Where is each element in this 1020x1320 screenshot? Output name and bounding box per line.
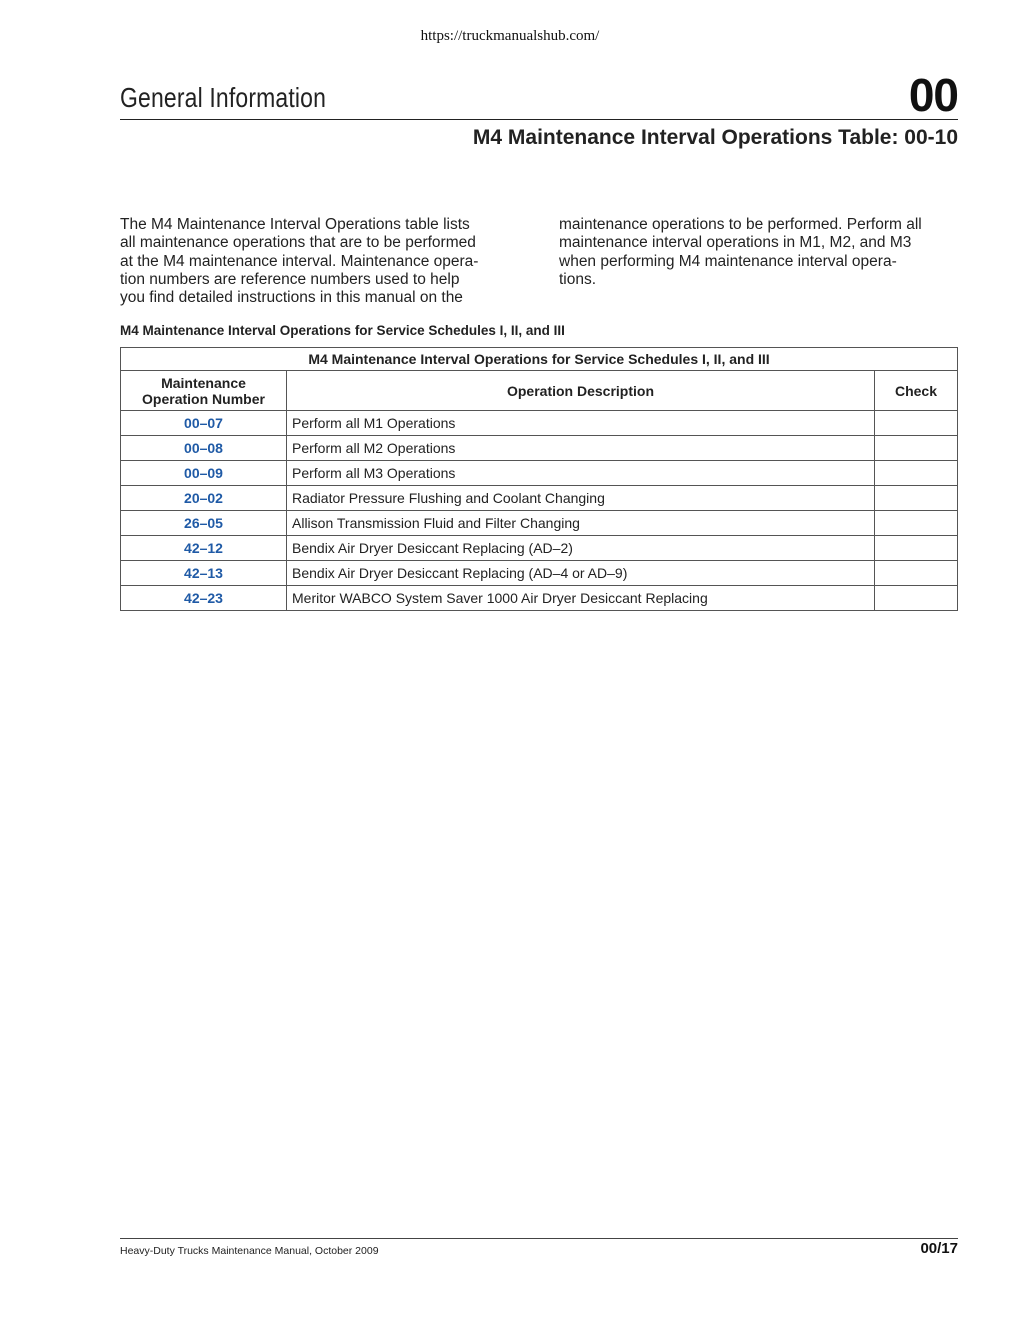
operation-description: Perform all M2 Operations [287,436,875,461]
footer-manual-title: Heavy-Duty Trucks Maintenance Manual, October 2009 [120,1245,379,1257]
intro-column-right [559,216,959,289]
chapter-number: 00 [908,69,958,121]
operation-number-link[interactable]: 42–13 [121,561,287,586]
operation-number-link[interactable]: 26–05 [121,511,287,536]
table-row [121,561,958,586]
check-cell [875,411,958,436]
intro-column-left [120,216,520,307]
operations-table [120,347,958,611]
table-caption: M4 Maintenance Interval Operations for Service Schedules I, II, and III [120,323,565,338]
intro-line: tions. [559,270,597,288]
intro-line: maintenance operations to be performed. Perform all [559,216,922,233]
table-row [121,486,958,511]
intro-line: all maintenance operations that are to be performed [120,234,476,252]
operation-number-link[interactable]: 42–12 [121,536,287,561]
operation-number-link[interactable]: 20–02 [121,486,287,511]
operation-description: Radiator Pressure Flushing and Coolant Changing [287,486,875,511]
operation-number-link[interactable]: 42–23 [121,586,287,611]
column-header-operation-number [121,371,287,411]
page-number: 00/17 [920,1240,958,1257]
intro-line: maintenance interval operations in M1, M2, and M3 [559,234,912,252]
operation-description: Perform all M1 Operations [287,411,875,436]
column-header-line: Maintenance [161,374,246,391]
table-row [121,586,958,611]
column-header-description: Operation Description [287,371,875,411]
check-cell [875,536,958,561]
operation-number-link[interactable]: 00–07 [121,411,287,436]
header-divider [120,119,958,120]
table-row [121,461,958,486]
intro-line: The M4 Maintenance Interval Operations table lists [120,216,470,233]
intro-line: you find detailed instructions in this manual on the [120,289,463,307]
intro-line: when performing M4 maintenance interval opera- [559,252,897,270]
operation-number-link[interactable]: 00–09 [121,461,287,486]
source-url[interactable]: https://truckmanualshub.com/ [420,28,600,44]
page-subtitle: M4 Maintenance Interval Operations Table: 00-10 [472,126,958,149]
check-cell [875,586,958,611]
operation-number-link[interactable]: 00–08 [121,436,287,461]
check-cell [875,461,958,486]
footer-divider [120,1238,958,1239]
table-row [121,436,958,461]
table-row [121,411,958,436]
table-row [121,511,958,536]
table-title: M4 Maintenance Interval Operations for Service Schedules I, II, and III [121,348,958,371]
check-cell [875,511,958,536]
intro-line: tion numbers are reference numbers used to help [120,270,460,288]
operation-description: Bendix Air Dryer Desiccant Replacing (AD–4 or AD–9) [287,561,875,586]
column-header-check: Check [875,371,958,411]
check-cell [875,561,958,586]
check-cell [875,436,958,461]
operation-description: Allison Transmission Fluid and Filter Changing [287,511,875,536]
operation-description: Perform all M3 Operations [287,461,875,486]
table-row [121,536,958,561]
check-cell [875,486,958,511]
operation-description: Meritor WABCO System Saver 1000 Air Dryer Desiccant Replacing [287,586,875,611]
section-title: General Information [120,82,327,113]
column-header-line: Operation Number [142,390,265,407]
operation-description: Bendix Air Dryer Desiccant Replacing (AD–2) [287,536,875,561]
intro-line: at the M4 maintenance interval. Maintenance opera- [120,252,479,270]
